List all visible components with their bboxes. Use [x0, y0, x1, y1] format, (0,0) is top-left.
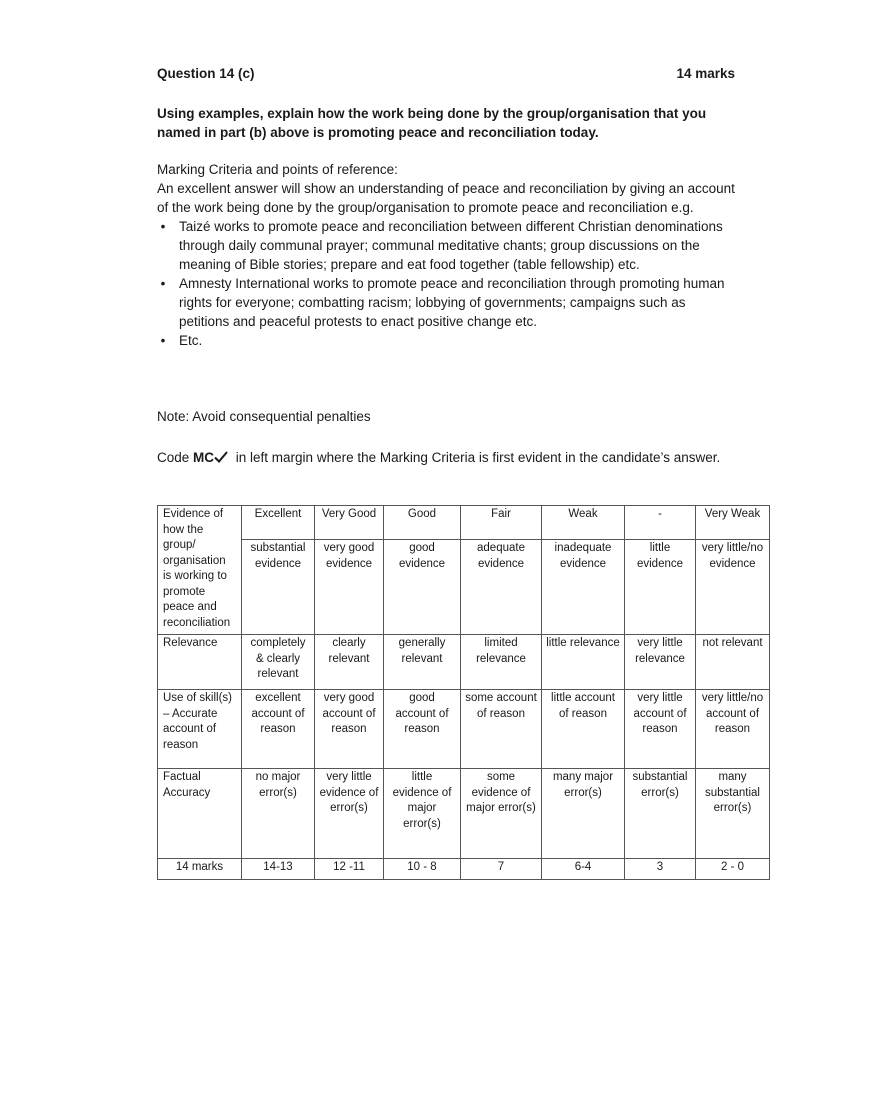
criteria-bullet-list — [157, 217, 737, 350]
code-instruction — [157, 448, 737, 467]
marks-band: 2 - 0 — [696, 859, 770, 880]
rubric-cell: little account of reason — [542, 690, 625, 769]
bullet-icon: • — [160, 276, 166, 291]
row-label: Relevance — [158, 635, 242, 690]
grade-header: Fair — [461, 506, 542, 540]
rubric-cell: clearly relevant — [315, 635, 384, 690]
grade-header: - — [625, 506, 696, 540]
bullet-text: Taizé works to promote peace and reconciliation between different Christian denominations through daily communal prayer; communal meditative chants; group discussions on the meaning of Bible stories; prepare and eat food together (table fellowship) etc. — [179, 219, 723, 272]
rubric-cell: very good account of reason — [315, 690, 384, 769]
question-header — [157, 66, 735, 81]
mc-code: MC — [193, 450, 215, 465]
bullet-icon: • — [160, 333, 166, 348]
code-suffix: in left margin where the Marking Criteria is first evident in the candidate’s answer. — [232, 450, 721, 465]
marks-label: 14 marks — [158, 859, 242, 880]
grade-header: Excellent — [242, 506, 315, 540]
rubric-row-relevance — [158, 635, 770, 690]
row-label: Use of skill(s) – Accurate account of reason — [158, 690, 242, 769]
rubric-cell: very little account of reason — [625, 690, 696, 769]
criteria-bullet — [157, 274, 737, 331]
rubric-cell: substantial error(s) — [625, 769, 696, 859]
bullet-text: Etc. — [179, 333, 203, 348]
marks-band: 10 - 8 — [384, 859, 461, 880]
rubric-cell: little relevance — [542, 635, 625, 690]
rubric-cell: many major error(s) — [542, 769, 625, 859]
rubric-cell: adequate evidence — [461, 540, 542, 635]
rubric-row-skills — [158, 690, 770, 769]
grade-header: Good — [384, 506, 461, 540]
grade-header: Very Good — [315, 506, 384, 540]
grade-header: Very Weak — [696, 506, 770, 540]
question-number: Question 14 (c) — [157, 66, 255, 81]
rubric-cell: generally relevant — [384, 635, 461, 690]
rubric-cell: not relevant — [696, 635, 770, 690]
marking-criteria — [157, 160, 737, 350]
grade-header: Weak — [542, 506, 625, 540]
criteria-bullet — [157, 331, 737, 350]
rubric-cell: limited relevance — [461, 635, 542, 690]
rubric-cell: little evidence — [625, 540, 696, 635]
rubric-cell: substantial evidence — [242, 540, 315, 635]
rubric-cell: good account of reason — [384, 690, 461, 769]
rubric-cell: very little/no evidence — [696, 540, 770, 635]
rubric-cell: no major error(s) — [242, 769, 315, 859]
criteria-heading: Marking Criteria and points of reference: — [157, 162, 398, 177]
rubric-cell: very little evidence of error(s) — [315, 769, 384, 859]
rubric-cell: very little relevance — [625, 635, 696, 690]
check-icon — [214, 451, 228, 463]
rubric-row-evidence — [158, 506, 770, 540]
question-marks: 14 marks — [676, 66, 735, 81]
marks-band: 7 — [461, 859, 542, 880]
rubric-cell: completely & clearly relevant — [242, 635, 315, 690]
rubric-cell: inadequate evidence — [542, 540, 625, 635]
rubric-cell: some evidence of major error(s) — [461, 769, 542, 859]
rubric-cell: excellent account of reason — [242, 690, 315, 769]
row-label: Factual Accuracy — [158, 769, 242, 859]
marks-band: 6-4 — [542, 859, 625, 880]
criteria-intro: An excellent answer will show an understanding of peace and reconciliation by giving an account of the work being done by the group/organisation to promote peace and reconciliation e.g. — [157, 181, 735, 215]
rubric-cell: many substantial error(s) — [696, 769, 770, 859]
rubric-row-accuracy — [158, 769, 770, 859]
row-label: Evidence of how the group/ organisation is working to promote peace and reconciliation — [158, 506, 242, 635]
rubric-row-evidence-cells — [158, 540, 770, 635]
marks-band: 12 -11 — [315, 859, 384, 880]
marks-band: 14-13 — [242, 859, 315, 880]
question-prompt: Using examples, explain how the work being done by the group/organisation that you named in part (b) above is promoting peace and reconciliation today. — [157, 106, 707, 140]
note-text: Note: Avoid consequential penalties — [157, 409, 371, 424]
bullet-text: Amnesty International works to promote peace and reconciliation through promoting human rights for everyone; combatting racism; lobbying of governments; campaigns such as petitions and peaceful protests to enact positive change etc. — [179, 276, 725, 329]
rubric-row-marks — [158, 859, 770, 880]
marking-rubric-table — [157, 505, 770, 880]
code-prefix: Code — [157, 450, 194, 465]
rubric-cell: some account of reason — [461, 690, 542, 769]
bullet-icon: • — [160, 219, 166, 234]
rubric-cell: very little/no account of reason — [696, 690, 770, 769]
marks-band: 3 — [625, 859, 696, 880]
rubric-cell: very good evidence — [315, 540, 384, 635]
criteria-bullet — [157, 217, 737, 274]
rubric-cell: little evidence of major error(s) — [384, 769, 461, 859]
rubric-cell: good evidence — [384, 540, 461, 635]
